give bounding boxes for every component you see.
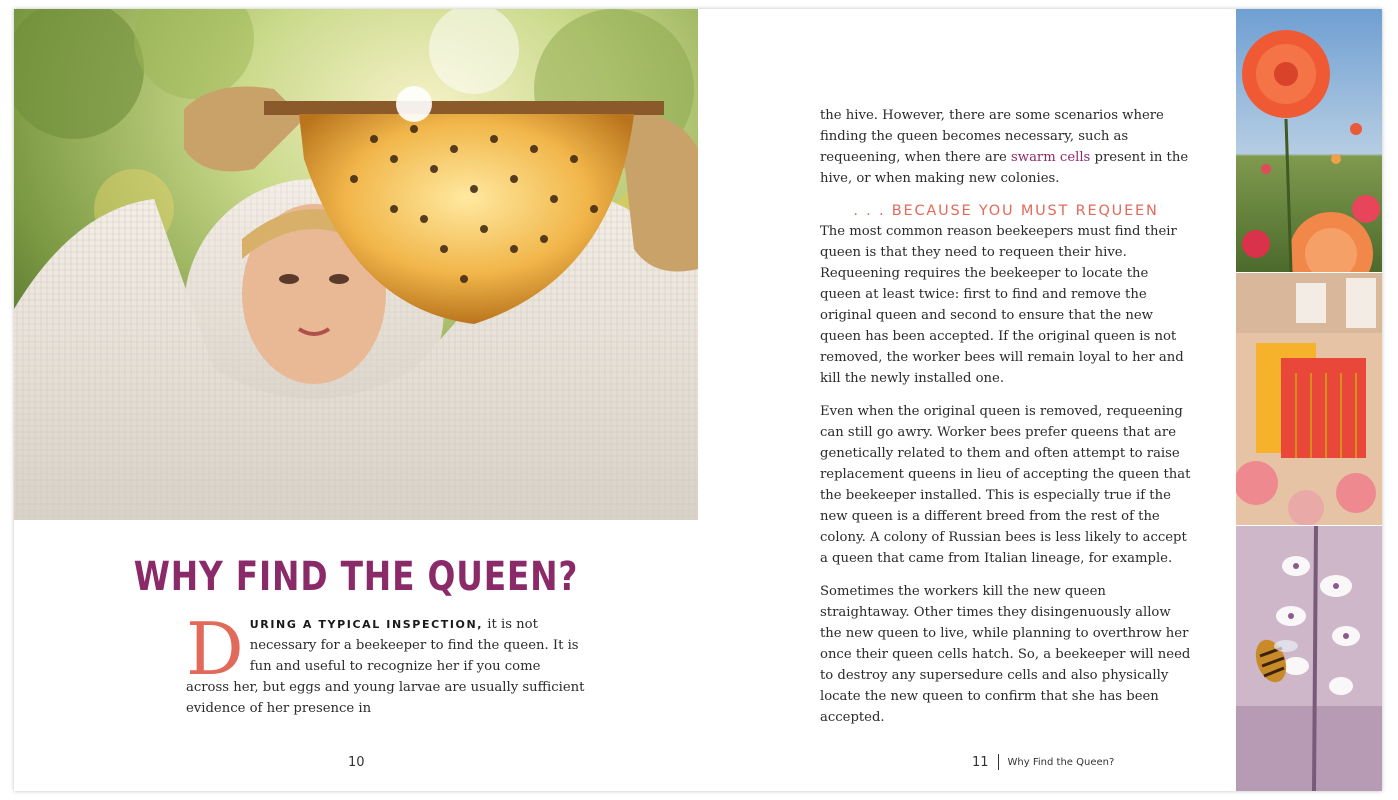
section-heading: . . . BECAUSE YOU MUST REQUEEN <box>853 203 1159 219</box>
right-page <box>698 9 1382 791</box>
photo-strip <box>1236 9 1382 791</box>
page-number-left: 10 <box>348 755 365 770</box>
drop-cap: D <box>186 607 244 691</box>
paragraph-requeen: The most common reason beekeepers must find their queen is that they need to requeen their hive. Requeening requires the beekeeper to locate the queen at least twice: first to find and remove the original queen and second to ensure that the new queen has been accepted. If the original queen is not removed, the worker bees will remain loyal to her and kill the newly installed one. <box>820 224 1184 386</box>
left-page <box>14 9 698 791</box>
dahlia-photo <box>1236 9 1382 272</box>
hives-photo <box>1236 273 1382 525</box>
swarm-cells-link[interactable]: swarm cells <box>1011 150 1091 165</box>
paragraph-continuation <box>820 105 1192 189</box>
folio-divider <box>998 754 999 770</box>
intro-body: it is not necessary for a beekeeper to find the queen. It is fun and useful to recognize her if you come across her, but eggs and young larvae are usually sufficient evidence of her presence in <box>186 617 585 716</box>
para1-text-b: present in the hive, or when making new colonies. <box>820 150 1189 186</box>
page-title: WHY FIND THE QUEEN? <box>133 554 579 600</box>
page-number-right: 11 <box>972 754 989 770</box>
footer-right <box>972 754 1114 770</box>
lead-in-text: URING A TYPICAL INSPECTION, <box>249 618 484 631</box>
paragraph-workers: Sometimes the workers kill the new queen straightaway. Other times they disingenuously allow the new queen to live, while planning to overthrow her once their queen cells hatch. So, a beekeeper will need to destroy any supersedure cells and also physically locate the new queen to confirm that she has been accepted. <box>820 584 1191 725</box>
book-spread <box>14 9 1382 791</box>
right-body <box>820 105 1192 740</box>
bee-flower-photo <box>1236 526 1382 791</box>
intro-paragraph <box>186 607 586 719</box>
paragraph-awry: Even when the original queen is removed, requeening can still go awry. Worker bees prefer queens that are genetically related to them and often attempt to raise replacement queens in lieu of accepting the queen that the beekeeper installed. This is especially true if the new queen is a different breed from the rest of the colony. A colony of Russian bees is less likely to accept a queen that came from Italian lineage, for example. <box>820 404 1191 566</box>
para1-text-a: the hive. However, there are some scenarios where finding the queen becomes necessary, such as requeening, when there are <box>820 108 1164 165</box>
running-head: Why Find the Queen? <box>1007 756 1115 768</box>
beekeeper-photo <box>14 9 698 520</box>
